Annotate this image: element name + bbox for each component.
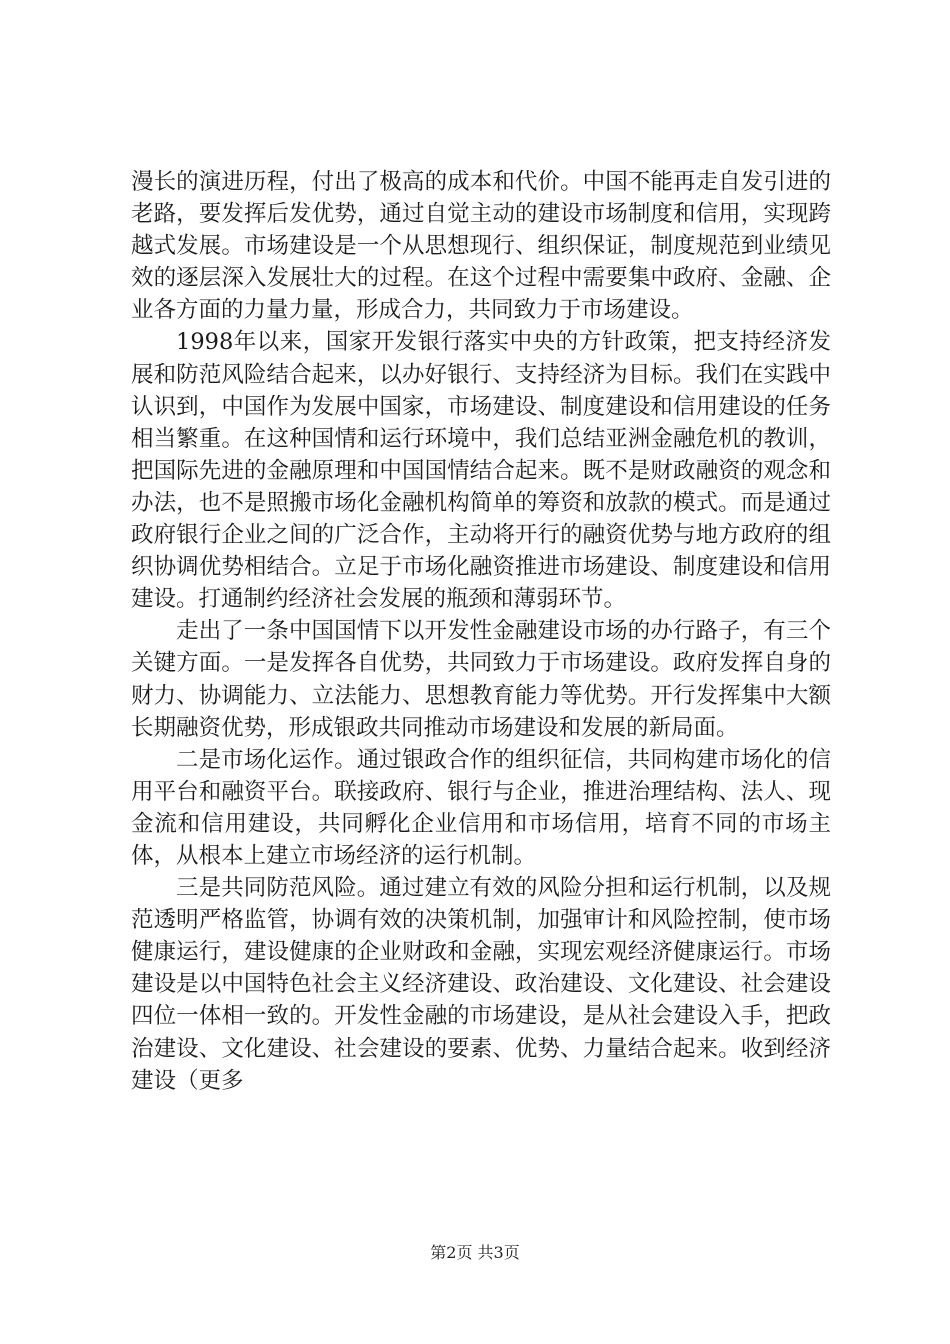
paragraph-continuation: 漫长的演进历程，付出了极高的成本和代价。中国不能再走自发引进的老路，要发挥后发优势，通过自觉主动的建设市场制度和信用，实现跨越式发展。市场建设是一个从思想现行、组织保证，制度规范到业绩见效的逐层深入发展壮大的过程。在这个过程中需要集中政府、金融、企业各方面的力量力量，形成合力，共同致力于市场建设。: [131, 169, 831, 324]
document-body: [131, 166, 831, 1097]
paragraph-road: 走出了一条中国国情下以开发性金融建设市场的办行路子，有三个关键方面。一是发挥各自优势，共同致力于市场建设。政府发挥自身的财力、协调能力、立法能力、思想教育能力等优势。开行发挥集中大额长期融资优势，形成银政共同推动市场建设和发展的新局面。: [131, 618, 831, 741]
paragraph-second-point: 二是市场化运作。通过银政合作的组织征信，共同构建市场化的信用平台和融资平台。联接政府、银行与企业，推进治理结构、法人、现金流和信用建设，共同孵化企业信用和市场信用，培育不同的市场主体，从根本上建立市场经济的运行机制。: [131, 746, 831, 869]
page-footer: 第2页 共3页: [430, 1243, 520, 1262]
paragraph-third-point: 三是共同防范风险。通过建立有效的风险分担和运行机制，以及规范透明严格监管，协调有效的决策机制，加强审计和风险控制，使市场健康运行，建设健康的企业财政和金融，实现宏观经济健康运行。市场建设是以中国特色社会主义经济建设、政治建设、文化建设、社会建设四位一体相一致的。开发性金融的市场建设，是从社会建设入手，把政治建设、文化建设、社会建设的要素、优势、力量结合起来。收到经济建设（更多: [131, 875, 831, 1094]
paragraph-1998: 1998年以来，国家开发银行落实中央的方针政策，把支持经济发展和防范风险结合起来，以办好银行、支持经济为目标。我们在实践中认识到，中国作为发展中国家，市场建设、制度建设和信用建设的任务相当繁重。在这种国情和运行环境中，我们总结亚洲金融危机的教训，把国际先进的金融原理和中国国情结合起来。既不是财政融资的观念和办法，也不是照搬市场化金融机构简单的筹资和放款的模式。而是通过政府银行企业之间的广泛合作，主动将开行的融资优势与地方政府的组织协调优势相结合。立足于市场化融资推进市场建设、制度建设和信用建设。打通制约经济社会发展的瓶颈和薄弱环节。: [131, 329, 831, 613]
